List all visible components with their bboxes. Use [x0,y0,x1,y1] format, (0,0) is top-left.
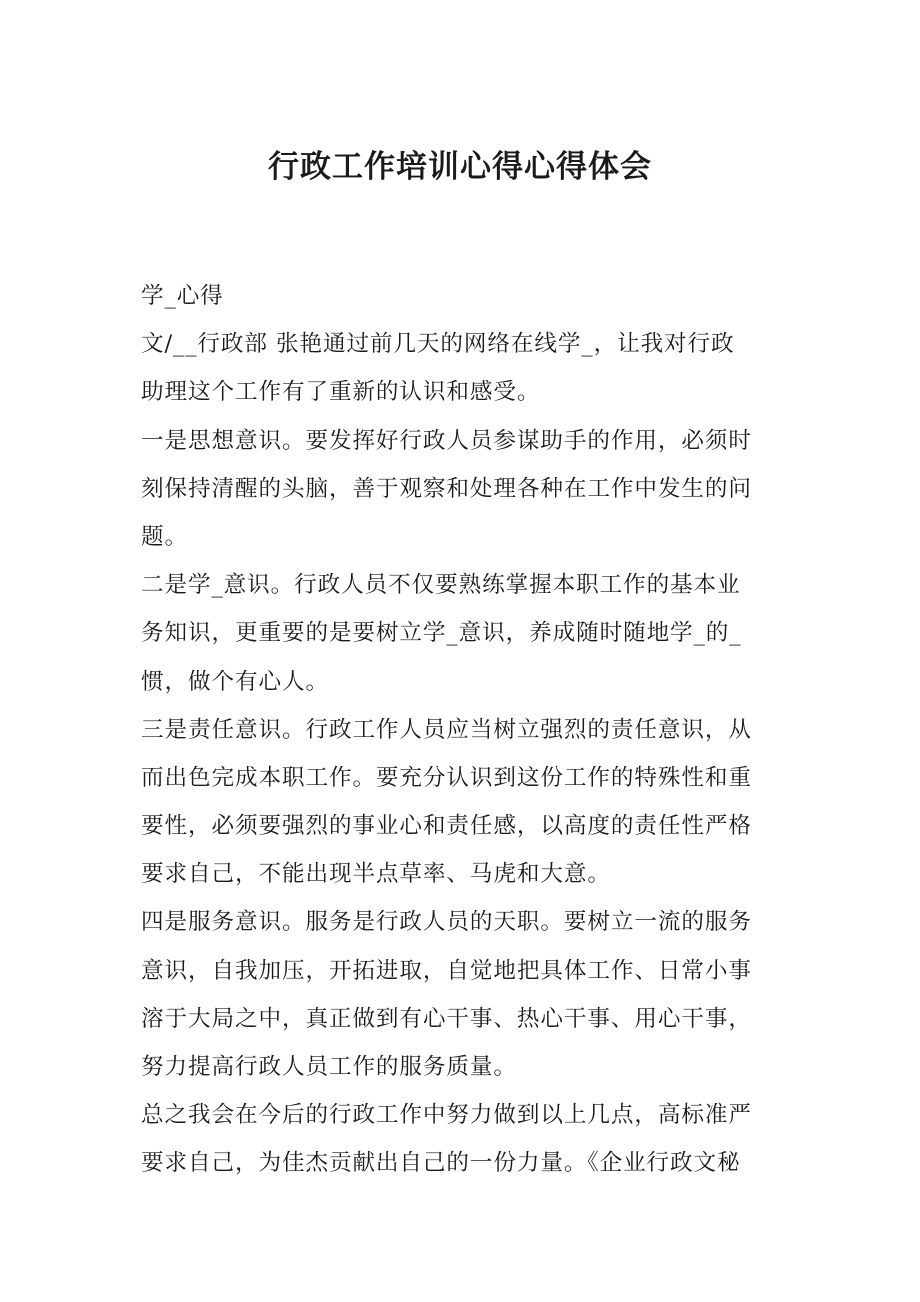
body-line: 要求自己，不能出现半点草率、马虎和大意。 [141,861,611,888]
body-line: 务知识，更重要的是要树立学_意识，养成随时随地学_的_ [141,620,742,647]
body-line: 刻保持清醒的头脑，善于观察和处理各种在工作中发生的问 [141,475,752,502]
body-line: 努力提高行政人员工作的服务质量。 [141,1054,517,1080]
document-body [141,272,789,1188]
body-line: 惯，做个有心人。 [141,668,329,695]
body-line: 三是责任意识。行政工作人员应当树立强烈的责任意识，从 [141,716,752,743]
body-line: 助理这个工作有了重新的认识和感受。 [141,379,541,406]
body-line: 二是学_意识。行政人员不仅要熟练掌握本职工作的基本业 [141,572,741,599]
body-line: 文/__行政部 张艳通过前几天的网络在线学_，让我对行政 [141,331,735,358]
body-line: 而出色完成本职工作。要充分认识到这份工作的特殊性和重 [141,764,752,791]
body-line: 溶于大局之中，真正做到有心干事、热心干事、用心干事， [141,1005,752,1032]
body-line: 总之我会在今后的行政工作中努力做到以上几点，高标准严 [141,1102,752,1129]
document-title: 行政工作培训心得心得体会 [268,149,652,185]
body-line: 要求自己，为佳杰贡献出自己的一份力量。《企业行政文秘 [141,1150,741,1177]
body-line-subtitle: 学_心得 [141,283,224,309]
body-line: 四是服务意识。服务是行政人员的天职。要树立一流的服务 [141,909,752,936]
body-line: 要性，必须要强烈的事业心和责任感，以高度的责任性严格 [141,813,752,840]
body-line: 题。 [141,523,188,550]
body-line: 意识，自我加压，开拓进取，自觉地把具体工作、日常小事 [141,957,752,984]
body-line: 一是思想意识。要发挥好行政人员参谋助手的作用，必须时 [141,427,752,454]
